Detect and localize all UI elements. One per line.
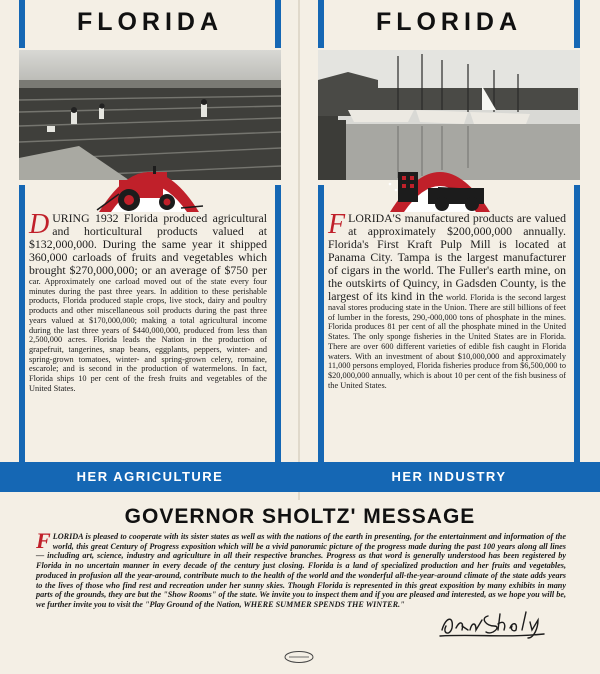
blue-rule bbox=[19, 185, 25, 463]
message-text: LORIDA is pleased to cooperate with its sister states as well as with the nations of the earth in presenting, for the entertainment and information of the world, this great Century of Progress exposition which will be a vivid panoramic picture of the progress made during the past 100 years along all lines — including art, science, industry and agriculture in all their respective branches. Progress as that word is generally understood has been registered by Florida in no uncertain manner in every decade of the century just closing. Florida is a land of specialized production and her fruits and vegetables, produced in profusion all the year-around, contribute much to the health of the world and the wonderful all-the-year-around climate of the state adds years to the lives of those who find rest and recreation under her sunny skies. Though Florida is represented in this great exposition by many exhibits in many parts of the grounds, they are but the "Show Rooms" of the state. We invite you to inspect them and if you are pleased and interested, as we hope you will be, we further invite you to visit the "Play Ground of the Nation, WHERE SUMMER SPENDS THE WINTER." bbox=[36, 532, 566, 609]
governor-message bbox=[36, 528, 566, 610]
lead-paragraph: URING 1932 Florida produced agricultural and horticultural products valued at $132,000,000. During the same year it shipped 360,000 carloads of fruits and vegetables which brought $270,000,000; or an average of $750 per bbox=[29, 211, 267, 277]
union-label-mark bbox=[284, 651, 314, 663]
panel-heading: FLORIDA bbox=[375, 8, 523, 36]
lead-paragraph: LORIDA'S manufactured products are valued at approximately $200,000,000 annually. Florida's First Kraft Pulp Mill is located at Panama City. Tampa is the largest manufacturer of cigars in the world. The Fuller's earth mine, on the outskirts of Quincy, in Gadsden County, is the largest of its kind in the bbox=[328, 211, 566, 303]
industry-panel bbox=[318, 0, 580, 500]
drop-cap: D bbox=[29, 209, 50, 240]
factory-vignette bbox=[380, 150, 500, 212]
message-title: GOVERNOR SHOLTZ' MESSAGE bbox=[124, 505, 476, 528]
drop-cap: F bbox=[328, 209, 346, 240]
agriculture-label: HER AGRICULTURE bbox=[76, 469, 224, 484]
agriculture-text bbox=[29, 209, 267, 460]
tractor-vignette bbox=[89, 150, 209, 212]
governor-signature bbox=[436, 608, 546, 642]
drop-cap: F bbox=[36, 528, 51, 553]
industry-text bbox=[328, 209, 567, 460]
blue-rule bbox=[318, 185, 324, 463]
agriculture-panel bbox=[19, 0, 281, 500]
blue-rule bbox=[574, 185, 580, 463]
blue-rule bbox=[275, 185, 281, 463]
panel-heading: FLORIDA bbox=[76, 8, 224, 36]
body-paragraph: world. Florida is the second largest naval stores producing state in the Union. There are still billions of feet of lumber in the forests, 290,-000,000 tons of phosphate in the mines. Florida produces 81 per cent of all the phosphate mined in the United States. The only sponge fisheries in the United States are in Florida. There are over 600 different varieties of edible fish caught in Florida waters. With an investment of about $10,000,000 and approximately 11,000 persons employed, Florida fisheries produce from $6,500,000 to $20,000,000 annually, which is about 10 per cent of the fish business of the United States. bbox=[328, 293, 567, 390]
center-fold bbox=[298, 0, 300, 500]
body-paragraph: car. Approximately one carload moved out of the state every four minutes during the past three years. In addition to these perishable products, Florida produced staple crops, live stock, dairy and poultry products and other miscellaneous soil products during the past three years valued at $170,000,000; making a total agricultural income during the last three years of $440,000,000, produced from less than 2,500,000 acres. Florida leads the Nation in the production of grapefruit, tangerines, snap beans, eggplants, peppers, winter- and spring-grown tomatoes, winter- and spring-grown celery, romaine, escarole; and is second in the production of watermelons. In fact, Florida ships 10 per cent of the fresh fruits and vegetables of the United States. bbox=[29, 277, 267, 393]
industry-label: HER INDUSTRY bbox=[391, 469, 507, 484]
